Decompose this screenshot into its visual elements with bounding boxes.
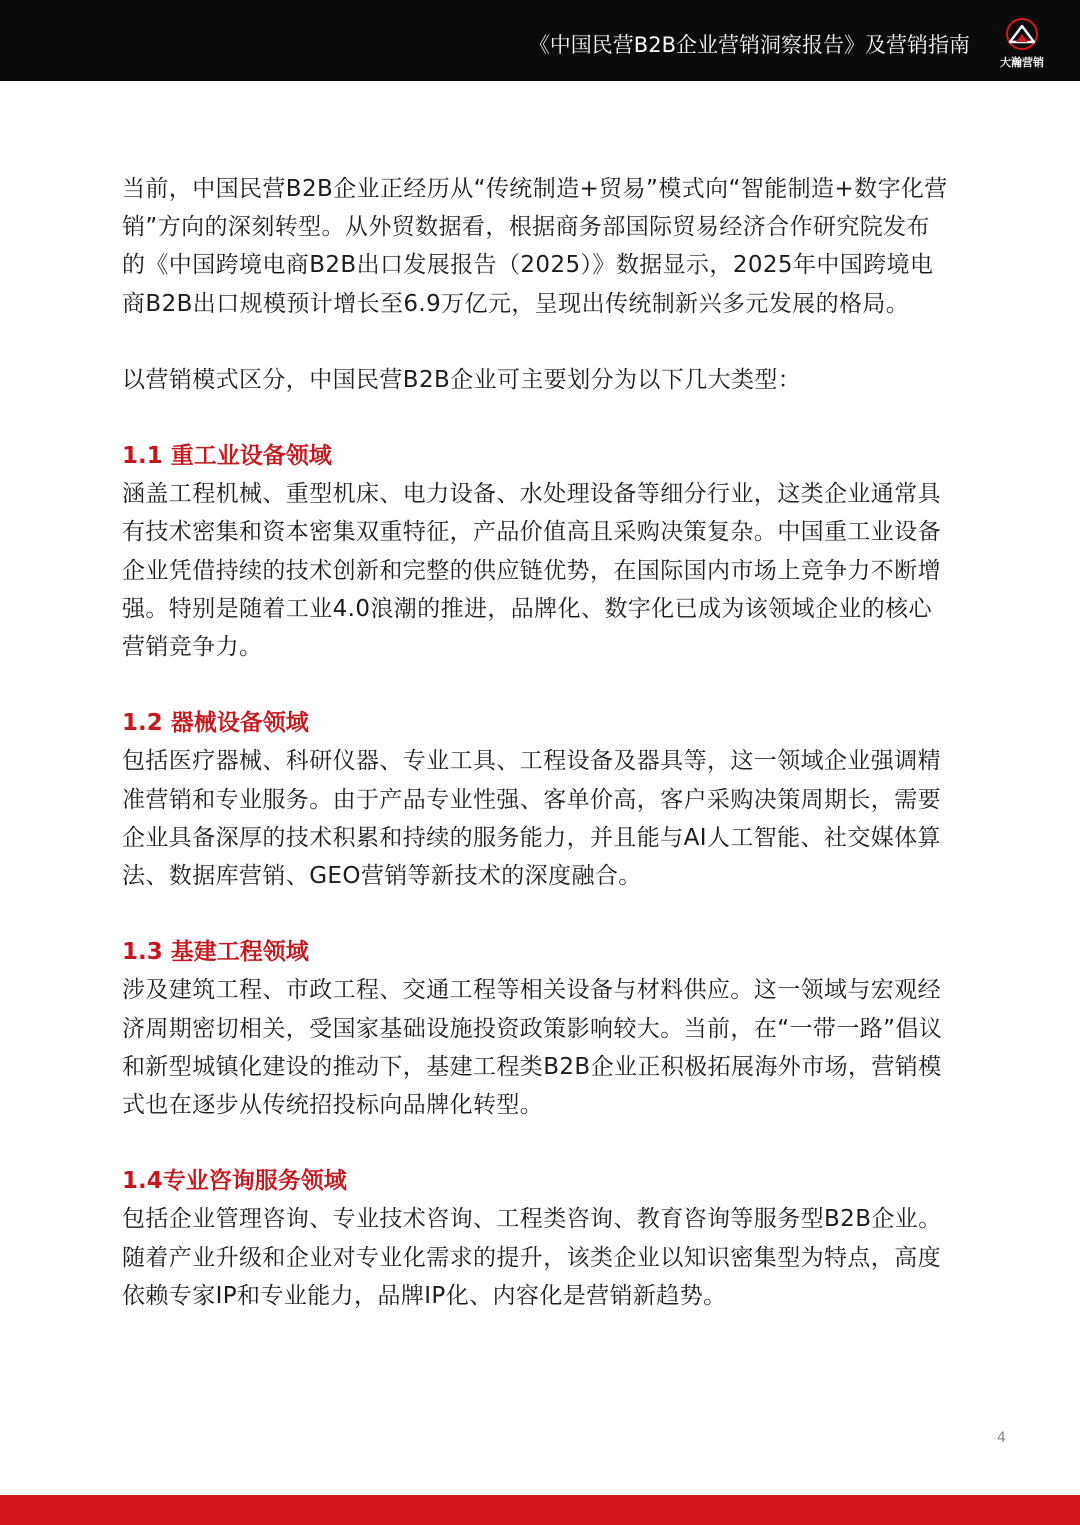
mountain-logo-icon [1002,18,1042,54]
intro-paragraph: 当前，中国民营B2B企业正经历从“传统制造+贸易”模式向“智能制造+数字化营销”方向的深刻转型。从外贸数据看，根据商务部国际贸易经济合作研究院发布的《中国跨境电商B2B出口发展报告（2025）》数据显示，2025年中国跨境电商B2B出口规模预计增长至6.9万亿元，呈现出传统制新兴多元发展的格局。 [122,176,948,317]
document-title: 《中国民营B2B企业营销洞察报告》及营销指南 [528,33,970,57]
section-body: 包括企业管理咨询、专业技术咨询、工程类咨询、教育咨询等服务型B2B企业。随着产业升级和企业对专业化需求的提升，该类企业以知识密集型为特点，高度依赖专家IP和专业能力，品牌IP化、内容化是营销新趋势。 [122,1206,942,1309]
brand-logo [990,18,1054,72]
section-heading: 1.4专业咨询服务领域 [122,1168,347,1195]
section-heavy-industry [122,437,948,666]
section-consulting [122,1162,948,1315]
section-body: 涵盖工程机械、重型机床、电力设备、水处理设备等细分行业，这类企业通常具有技术密集和资本密集双重特征，产品价值高且采购决策复杂。中国重工业设备企业凭借持续的技术创新和完整的供应链优势，在国际国内市场上竞争力不断增强。特别是随着工业4.0浪潮的推进，品牌化、数字化已成为该领域企业的核心营销竞争力。 [122,481,941,661]
logo-text: 大瀚营销 [1000,56,1044,69]
section-heading: 1.1 重工业设备领域 [122,443,332,470]
page-number: 4 [997,1430,1006,1446]
section-body: 涉及建筑工程、市政工程、交通工程等相关设备与材料供应。这一领域与宏观经济周期密切相关，受国家基础设施投资政策影响较大。当前，在“一带一路”倡议和新型城镇化建设的推动下，基建工程类B2B企业正积极拓展海外市场，营销模式也在逐步从传统招投标向品牌化转型。 [122,977,943,1119]
page-body [122,170,948,1315]
header-bar [0,0,1080,81]
section-body: 包括医疗器械、科研仪器、专业工具、工程设备及器具等，这一领域企业强调精准营销和专业服务。由于产品专业性强、客单价高，客户采购决策周期长，需要企业具备深厚的技术积累和持续的服务能力，并且能与AI人工智能、社交媒体算法、数据库营销、GEO营销等新技术的深度融合。 [122,748,941,890]
section-heading: 1.3 基建工程领域 [122,939,309,966]
footer-bar [0,1495,1080,1525]
section-equipment [122,704,948,895]
section-infrastructure [122,933,948,1124]
classification-intro: 以营销模式区分，中国民营B2B企业可主要划分为以下几大类型： [122,366,802,393]
section-heading: 1.2 器械设备领域 [122,710,309,737]
